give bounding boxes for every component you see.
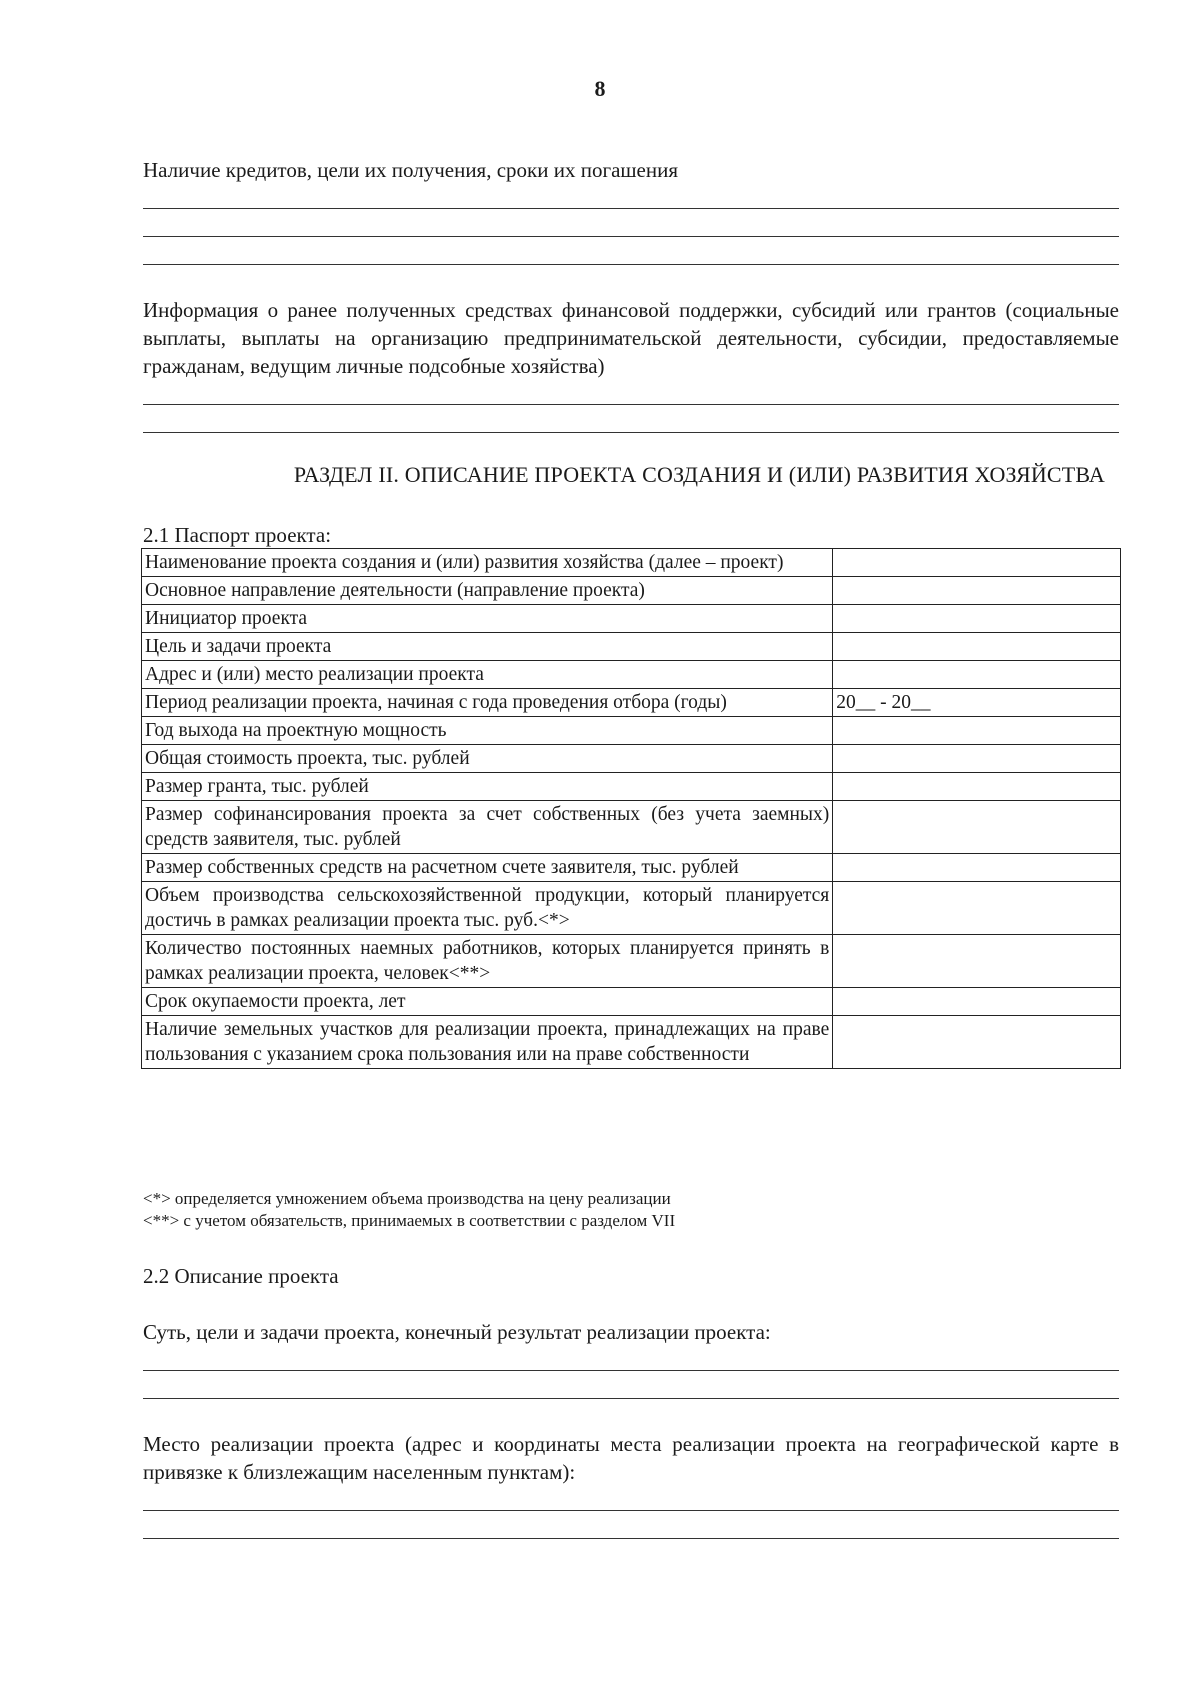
passport-row-label: Размер софинансирования проекта за счет собственных (без учета заемных) средств заявителя, тыс. рублей — [142, 801, 833, 854]
passport-row-value[interactable] — [833, 773, 1121, 801]
passport-row-label: Инициатор проекта — [142, 605, 833, 633]
passport-row — [142, 773, 1121, 801]
essence-answer-line-2[interactable] — [143, 1398, 1119, 1399]
credits-answer-line-1[interactable] — [143, 208, 1119, 209]
essence-label: Суть, цели и задачи проекта, конечный результат реализации проекта: — [143, 1320, 771, 1344]
passport-row — [142, 882, 1121, 935]
location-answer-line-2[interactable] — [143, 1538, 1119, 1539]
passport-row — [142, 689, 1121, 717]
passport-row — [142, 661, 1121, 689]
passport-row — [142, 988, 1121, 1016]
passport-caption: 2.1 Паспорт проекта: — [143, 523, 332, 547]
passport-row — [142, 801, 1121, 854]
passport-row-value[interactable] — [833, 577, 1121, 605]
passport-table — [141, 548, 1121, 1069]
footnote-1: <*> определяется умножением объема производства на цену реализации — [143, 1189, 671, 1208]
passport-row-value[interactable] — [833, 717, 1121, 745]
passport-row-label: Размер гранта, тыс. рублей — [142, 773, 833, 801]
passport-row-label: Адрес и (или) место реализации проекта — [142, 661, 833, 689]
passport-row-label: Период реализации проекта, начиная с года проведения отбора (годы) — [142, 689, 833, 717]
description-heading: 2.2 Описание проекта — [143, 1264, 339, 1288]
passport-row — [142, 935, 1121, 988]
passport-row-value[interactable] — [833, 745, 1121, 773]
passport-row-value[interactable] — [833, 633, 1121, 661]
location-answer-line-1[interactable] — [143, 1510, 1119, 1511]
credits-answer-line-3[interactable] — [143, 264, 1119, 265]
passport-row-value[interactable] — [833, 854, 1121, 882]
passport-row — [142, 1016, 1121, 1069]
passport-row — [142, 577, 1121, 605]
passport-row — [142, 745, 1121, 773]
passport-row — [142, 633, 1121, 661]
passport-row-value[interactable] — [833, 1016, 1121, 1069]
passport-row-value[interactable]: 20__ - 20__ — [833, 689, 1121, 717]
passport-row-label: Наименование проекта создания и (или) развития хозяйства (далее – проект) — [142, 549, 833, 577]
passport-row-value[interactable] — [833, 882, 1121, 935]
passport-row-label: Объем производства сельскохозяйственной продукции, который планируется достичь в рамках реализации проекта тыс. руб.<*> — [142, 882, 833, 935]
credits-answer-line-2[interactable] — [143, 236, 1119, 237]
passport-row-value[interactable] — [833, 661, 1121, 689]
passport-row — [142, 854, 1121, 882]
passport-row — [142, 549, 1121, 577]
passport-row-value[interactable] — [833, 801, 1121, 854]
passport-row-label: Размер собственных средств на расчетном счете заявителя, тыс. рублей — [142, 854, 833, 882]
page-number: 8 — [594, 76, 606, 101]
footnote-2: <**> с учетом обязательств, принимаемых в соответствии с разделом VII — [143, 1211, 676, 1230]
passport-row-label: Цель и задачи проекта — [142, 633, 833, 661]
section-title: РАЗДЕЛ II. ОПИСАНИЕ ПРОЕКТА СОЗДАНИЯ И (ИЛИ) РАЗВИТИЯ ХОЗЯЙСТВА — [293, 462, 1105, 487]
support-info-answer-line-2[interactable] — [143, 432, 1119, 433]
support-info-label: Информация о ранее полученных средствах финансовой поддержки, субсидий или грантов (социальные выплаты, выплаты на организацию предпринимательской деятельности, субсидии, предоставляемые гражданам, ведущим личные подсобные хозяйства) — [143, 298, 1119, 378]
passport-row-label: Год выхода на проектную мощность — [142, 717, 833, 745]
credits-label: Наличие кредитов, цели их получения, сроки их погашения — [143, 158, 679, 182]
passport-row-value[interactable] — [833, 988, 1121, 1016]
passport-row-value[interactable] — [833, 605, 1121, 633]
passport-row-label: Количество постоянных наемных работников, которых планируется принять в рамках реализации проекта, человек<**> — [142, 935, 833, 988]
passport-row — [142, 605, 1121, 633]
passport-row-label: Основное направление деятельности (направление проекта) — [142, 577, 833, 605]
passport-row-label: Срок окупаемости проекта, лет — [142, 988, 833, 1016]
passport-row-value[interactable] — [833, 935, 1121, 988]
location-label: Место реализации проекта (адрес и координаты места реализации проекта на географической карте в привязке к близлежащим населенным пунктам): — [143, 1432, 1119, 1484]
essence-answer-line-1[interactable] — [143, 1370, 1119, 1371]
passport-row-label: Общая стоимость проекта, тыс. рублей — [142, 745, 833, 773]
passport-row-label: Наличие земельных участков для реализации проекта, принадлежащих на праве пользования с указанием срока пользования или на праве собственности — [142, 1016, 833, 1069]
support-info-answer-line-1[interactable] — [143, 404, 1119, 405]
passport-row — [142, 717, 1121, 745]
passport-row-value[interactable] — [833, 549, 1121, 577]
